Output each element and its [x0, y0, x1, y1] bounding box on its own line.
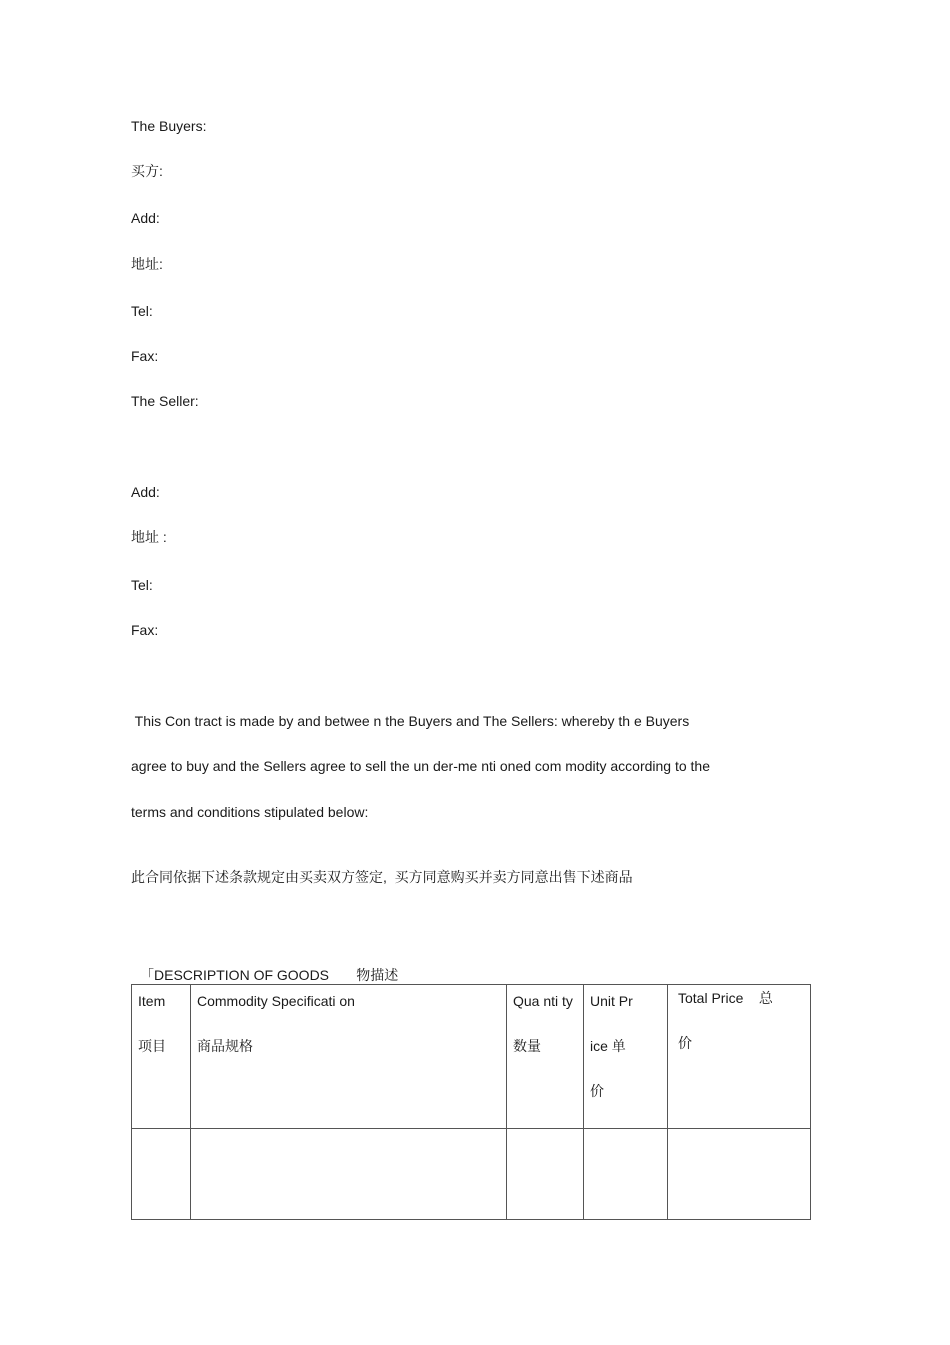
- buyers-label-cn: 买方:: [131, 163, 163, 179]
- header-item-cn: 项目: [138, 1038, 166, 1054]
- header-commodity: [191, 985, 507, 1129]
- seller-fax-label: Fax:: [131, 622, 159, 638]
- seller-address-label: Add:: [131, 484, 160, 500]
- intro-line-3: terms and conditions stipulated below:: [131, 804, 369, 820]
- table-row: [132, 1129, 811, 1220]
- header-item: [132, 985, 191, 1129]
- buyers-address-label-cn: 地址:: [131, 256, 163, 272]
- row-quantity-cell: [507, 1129, 584, 1220]
- seller-tel-label: Tel:: [131, 577, 153, 593]
- header-quantity-en: Qua nti ty: [513, 993, 573, 1009]
- header-quantity: [507, 985, 584, 1129]
- row-total-price-cell: [668, 1129, 811, 1220]
- header-commodity-cn: 商品规格: [197, 1038, 253, 1054]
- goods-table: [131, 984, 811, 1220]
- buyers-label: The Buyers:: [131, 118, 207, 134]
- buyers-fax-label: Fax:: [131, 348, 159, 364]
- header-total-price-cn: 价: [678, 1035, 692, 1051]
- goods-table-header-row: [132, 985, 811, 1129]
- header-unit-price: [584, 985, 668, 1129]
- header-item-en: Item: [138, 993, 166, 1009]
- buyers-tel-label: Tel:: [131, 303, 153, 319]
- header-total-price-en: Total Price 总: [678, 990, 773, 1006]
- row-item-cell: [132, 1129, 191, 1220]
- row-unit-price-cell: [584, 1129, 668, 1220]
- header-unit-price-2: ice 单: [590, 1038, 626, 1054]
- header-quantity-cn: 数量: [513, 1038, 541, 1054]
- intro-line-2: agree to buy and the Sellers agree to sell the un der-me nti oned com modity according to the: [131, 758, 711, 774]
- row-commodity-cell: [191, 1129, 507, 1220]
- seller-label: The Seller:: [131, 393, 199, 409]
- header-commodity-en: Commodity Specificati on: [197, 993, 355, 1009]
- goods-table-title: 「DESCRIPTION OF GOODS 物描述: [140, 967, 399, 983]
- header-total-price: [668, 985, 811, 1129]
- seller-address-label-cn: 地址 :: [131, 529, 167, 545]
- intro-line-1: This Con tract is made by and betwee n the Buyers and The Sellers: whereby th e Buyers: [131, 713, 690, 729]
- intro-cn: 此合同依据下述条款规定由买卖双方签定, 买方同意购买并卖方同意出售下述商品: [131, 869, 633, 885]
- header-unit-price-3: 价: [590, 1083, 604, 1099]
- header-unit-price-1: Unit Pr: [590, 993, 633, 1009]
- buyers-address-label: Add:: [131, 210, 160, 226]
